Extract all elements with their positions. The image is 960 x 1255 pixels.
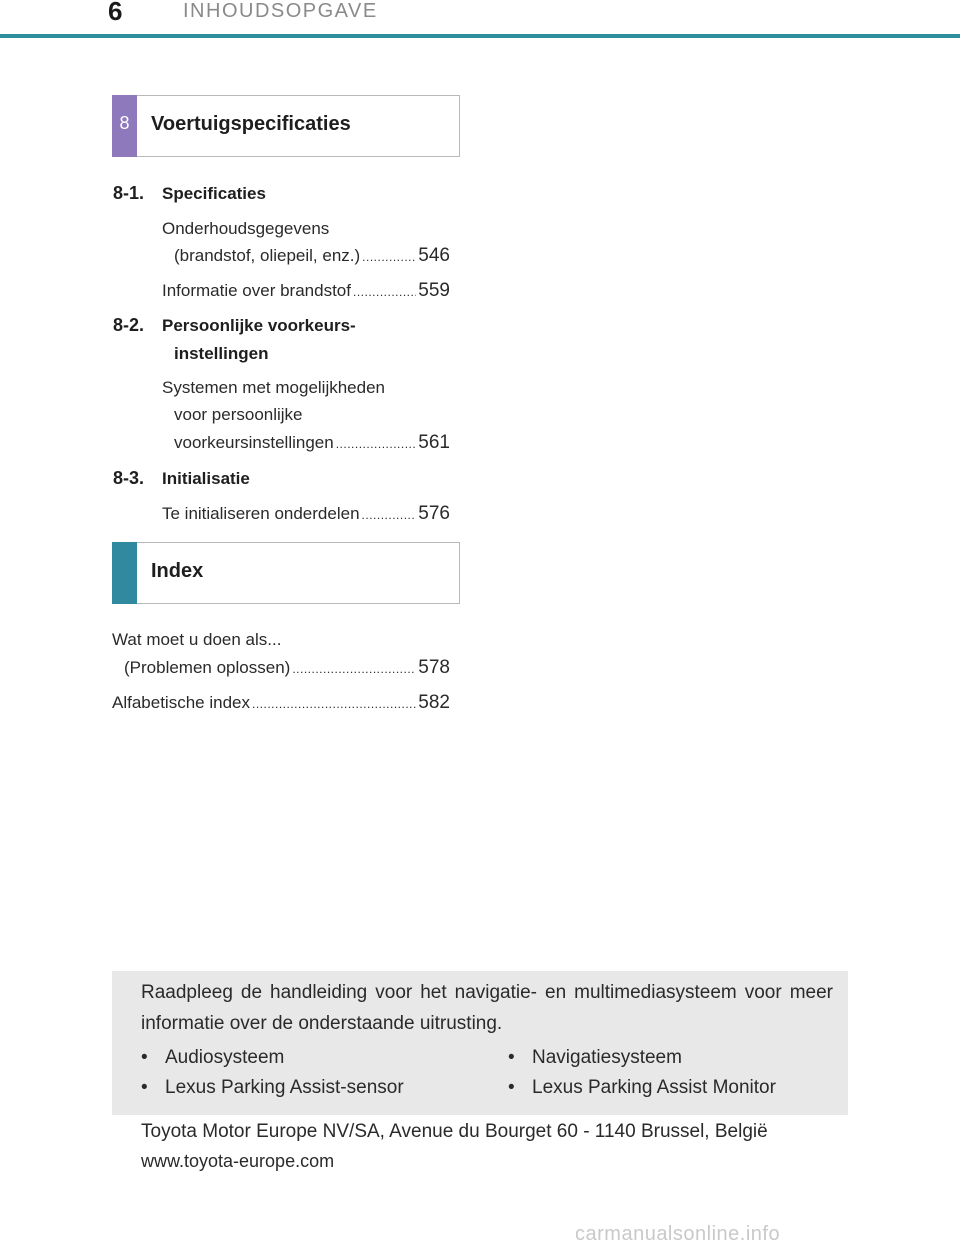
page-title: INHOUDSOPGAVE: [183, 0, 378, 22]
footer-website[interactable]: www.toyota-europe.com: [141, 1151, 335, 1171]
toc-entry-label: Alfabetische index: [112, 693, 250, 712]
toc-entry-maintenance[interactable]: [174, 245, 450, 267]
info-note-box: [112, 971, 848, 1115]
bullet-dot: •: [508, 1047, 515, 1068]
page-number: 6: [108, 0, 123, 26]
leader-dots: [292, 662, 416, 676]
toc-entry-troubleshooting[interactable]: [124, 657, 450, 679]
toc-entry-fuel-info[interactable]: [162, 280, 450, 302]
footer-address: Toyota Motor Europe NV/SA, Avenue du Bourget 60 - 1140 Brussel, België: [141, 1121, 768, 1142]
toc-entry-personal-settings[interactable]: [174, 432, 450, 454]
page-header: [0, 0, 960, 36]
bullet-dot: •: [141, 1077, 148, 1098]
header-divider: [0, 34, 960, 38]
section-tab: [112, 95, 137, 157]
section-title: Index: [151, 560, 204, 582]
leader-dots: [362, 250, 416, 264]
bullet-item-navigation: [508, 1047, 682, 1069]
toc-entry-label: Te initialiseren onderdelen: [162, 504, 360, 523]
section-tab: [112, 542, 137, 604]
section-header-vehicle-specs[interactable]: [112, 95, 460, 157]
bullet-label: Lexus Parking Assist-sensor: [165, 1077, 404, 1098]
toc-entry-line[interactable]: Onderhoudsgegevens: [162, 219, 330, 238]
note-text: Raadpleeg de handleiding voor het navigatie- en multimediasysteem voor meer informatie over de onderstaande uitrusting.: [141, 982, 833, 1034]
section-header-index[interactable]: [112, 542, 460, 604]
leader-dots: [362, 508, 417, 522]
subsection-title-init[interactable]: Initialisatie: [162, 469, 250, 488]
page-ref: 582: [418, 692, 450, 713]
bullet-label: Lexus Parking Assist Monitor: [532, 1077, 776, 1098]
subsection-title-cont[interactable]: instellingen: [174, 344, 269, 363]
bullet-item-audio: [141, 1047, 284, 1069]
page-ref: 578: [418, 657, 450, 678]
bullet-dot: •: [508, 1077, 515, 1098]
toc-entry-alphabetical-index[interactable]: [112, 692, 450, 714]
watermark: carmanualsonline.info: [575, 1223, 781, 1245]
leader-dots: [353, 285, 416, 299]
subsection-title-personal[interactable]: Persoonlijke voorkeurs-: [162, 316, 356, 335]
section-title: Voertuigspecificaties: [151, 113, 351, 135]
leader-dots: [252, 697, 416, 711]
page-ref: 576: [418, 503, 450, 524]
page-ref: 546: [418, 245, 450, 266]
subsection-title-specs[interactable]: Specificaties: [162, 184, 266, 203]
subsection-number: 8-3.: [113, 468, 145, 488]
subsection-number: 8-1.: [113, 183, 145, 203]
page-ref: 561: [418, 432, 450, 453]
section-number: 8: [119, 113, 130, 133]
bullet-dot: •: [141, 1047, 148, 1068]
bullet-item-parking-sensor: [141, 1077, 404, 1099]
page-ref: 559: [418, 280, 450, 301]
subsection-number: 8-2.: [113, 315, 145, 335]
bullet-label: Audiosysteem: [165, 1047, 285, 1068]
toc-entry-label: voorkeursinstellingen: [174, 433, 334, 452]
bullet-item-parking-monitor: [508, 1077, 776, 1099]
toc-entry-label: Informatie over brandstof: [162, 281, 351, 300]
toc-entry-line[interactable]: Wat moet u doen als...: [112, 630, 282, 649]
toc-entry-initialize-parts[interactable]: [162, 503, 450, 525]
toc-entry-line[interactable]: voor persoonlijke: [174, 405, 303, 424]
bullet-label: Navigatiesysteem: [532, 1047, 682, 1068]
toc-entry-label: (Problemen oplossen): [124, 658, 291, 677]
toc-entry-label: (brandstof, oliepeil, enz.): [174, 246, 361, 265]
toc-entry-line[interactable]: Systemen met mogelijkheden: [162, 378, 386, 397]
leader-dots: [336, 437, 417, 451]
